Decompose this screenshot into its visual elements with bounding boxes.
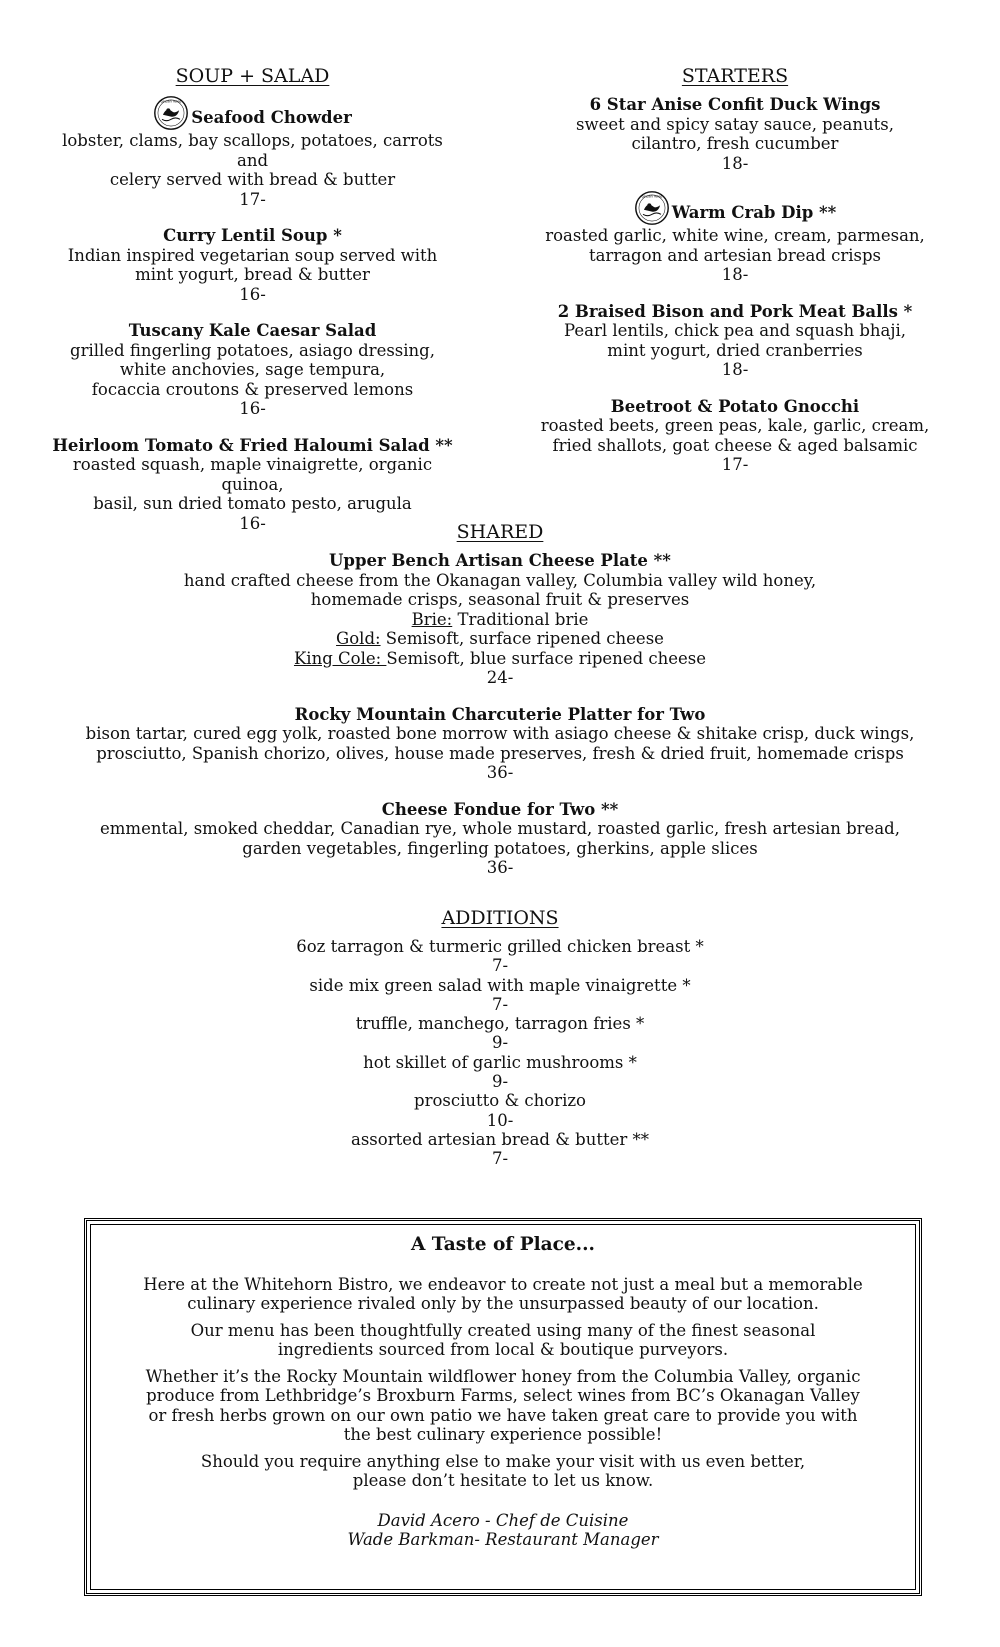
taste-paragraph (107, 1367, 899, 1445)
shared-section (40, 520, 960, 895)
item-desc-line: prosciutto, Spanish chorizo, olives, house made preserves, fresh & dried fruit, homemade crisps (96, 743, 904, 763)
taste-paragraph (107, 1452, 899, 1491)
item-price: 36- (486, 763, 514, 782)
item-desc-line: celery served with bread & butter (109, 170, 396, 189)
item-desc-line: mint yogurt, dried cranberries (607, 340, 863, 360)
cheese-text: Traditional brie (452, 609, 589, 629)
item-price: 36- (486, 858, 514, 877)
addition-name: side mix green salad with maple vinaigrette * (309, 975, 691, 995)
menu-item-charcuterie (40, 705, 960, 783)
item-desc-line: emmental, smoked cheddar, Canadian rye, whole mustard, roasted garlic, fresh artesian bread, (100, 819, 900, 838)
soup-salad-section (50, 64, 455, 550)
addition-price: 10- (486, 1110, 514, 1130)
menu-item-heirloom-tomato (50, 436, 455, 534)
cheese-king-cole (40, 649, 960, 669)
menu-item-seafood-chowder (50, 95, 455, 209)
item-desc-line: focaccia croutons & preserved lemons (91, 379, 414, 399)
item-price: 18- (721, 360, 749, 379)
taste-line: Should you require anything else to make your visit with us even better, (200, 1451, 806, 1471)
section-title-starters: STARTERS (681, 65, 789, 87)
item-price: 17- (721, 455, 749, 474)
addition-name: prosciutto & chorizo (414, 1091, 586, 1111)
item-desc-line: cilantro, fresh cucumber (631, 134, 839, 153)
item-name: 2 Braised Bison and Pork Meat Balls * (557, 301, 913, 321)
cheese-gold (40, 629, 960, 649)
ocean-wise-logo-icon (634, 190, 670, 226)
item-price: 17- (239, 189, 266, 209)
addition-name: assorted artesian bread & butter ** (350, 1129, 649, 1149)
ocean-wise-logo-text: ocean wise (641, 194, 663, 199)
menu-item-warm-crab-dip (525, 190, 945, 285)
item-desc-line: roasted garlic, white wine, cream, parmesan, (545, 226, 925, 245)
item-desc-line: grilled fingerling potatoes, asiago dressing, (70, 340, 435, 360)
item-name: Rocky Mountain Charcuterie Platter for Two (294, 704, 706, 724)
addition-name: truffle, manchego, tarragon fries * (355, 1014, 645, 1034)
cheese-label: King Cole: (293, 648, 387, 668)
item-desc-line: Indian inspired vegetarian soup served with (67, 245, 438, 265)
addition-price: 7- (491, 956, 509, 976)
taste-of-place-box (84, 1218, 922, 1596)
addition-price: 9- (491, 1072, 509, 1092)
taste-of-place-title: A Taste of Place... (411, 1234, 595, 1255)
item-desc-line: sweet and spicy satay sauce, peanuts, (576, 114, 894, 134)
menu-item-cheese-plate (40, 551, 960, 688)
item-price: 18- (721, 265, 749, 284)
item-name: Beetroot & Potato Gnocchi (610, 396, 860, 416)
item-desc-line: tarragon and artesian bread crisps (588, 245, 882, 265)
addition-price: 7- (491, 1149, 509, 1169)
item-name: Seafood Chowder (191, 108, 352, 127)
taste-line: produce from Lethbridge’s Broxburn Farms, select wines from BC’s Okanagan Valley (146, 1386, 860, 1405)
item-name: Heirloom Tomato & Fried Haloumi Salad ** (52, 435, 453, 455)
item-price: 18- (721, 153, 749, 173)
signature-manager: Wade Barkman- Restaurant Manager (347, 1530, 659, 1549)
taste-paragraph (107, 1275, 899, 1314)
item-desc-line: Pearl lentils, chick pea and squash bhaji, (564, 321, 906, 340)
item-desc-line: mint yogurt, bread & butter (135, 265, 370, 284)
item-price: 16- (239, 399, 266, 418)
item-price: 24- (486, 668, 514, 687)
taste-line: ingredients sourced from local & boutique purveyors. (277, 1340, 729, 1359)
menu-item-duck-wings (525, 95, 945, 173)
item-desc-line: homemade crisps, seasonal fruit & preserves (310, 590, 690, 609)
section-title-additions: ADDITIONS (441, 907, 559, 929)
item-desc-line: lobster, clams, bay scallops, potatoes, carrots and (62, 131, 443, 170)
signature-chef: David Acero - Chef de Cuisine (377, 1510, 629, 1530)
taste-line: Whether it’s the Rocky Mountain wildflower honey from the Columbia Valley, organic (145, 1366, 861, 1386)
item-desc-line: white anchovies, sage tempura, (119, 360, 386, 379)
taste-paragraph (107, 1321, 899, 1360)
taste-line: the best culinary experience possible! (343, 1425, 663, 1444)
taste-line: Our menu has been thoughtfully created using many of the finest seasonal (190, 1320, 816, 1340)
addition-price: 9- (491, 1033, 509, 1053)
addition-name: 6oz tarragon & turmeric grilled chicken breast * (296, 937, 704, 956)
item-name: 6 Star Anise Confit Duck Wings (589, 95, 881, 114)
additions-section (40, 906, 960, 1186)
addition-price: 7- (491, 994, 509, 1014)
menu-item-meat-balls (525, 302, 945, 380)
cheese-text: Semisoft, blue surface ripened cheese (386, 648, 707, 668)
starters-section (525, 64, 945, 492)
item-desc-line: roasted squash, maple vinaigrette, organic quinoa, (72, 455, 433, 494)
ocean-wise-logo-icon (153, 95, 189, 131)
cheese-text: Semisoft, surface ripened cheese (380, 629, 664, 648)
addition-name: hot skillet of garlic mushrooms * (363, 1052, 637, 1072)
section-title-soup-salad: SOUP + SALAD (175, 65, 330, 87)
menu-item-fondue (40, 800, 960, 878)
item-name: Tuscany Kale Caesar Salad (128, 321, 377, 340)
item-name: Upper Bench Artisan Cheese Plate ** (329, 551, 671, 570)
ocean-wise-logo-text: ocean wise (160, 99, 182, 104)
cheese-label: Gold: (336, 629, 381, 648)
item-name: Curry Lentil Soup * (163, 226, 342, 245)
item-desc-line: garden vegetables, fingerling potatoes, gherkins, apple slices (242, 838, 758, 858)
taste-line: or fresh herbs grown on our own patio we have taken great care to provide you with (148, 1405, 858, 1425)
item-desc-line: bison tartar, cured egg yolk, roasted bone morrow with asiago cheese & shitake crisp, duck wings, (85, 724, 915, 743)
item-price: 16- (239, 513, 266, 533)
taste-line: Here at the Whitehorn Bistro, we endeavor to create not just a meal but a memorable (143, 1274, 863, 1294)
cheese-label: Brie: (411, 609, 453, 629)
menu-item-kale-caesar (50, 321, 455, 419)
taste-line: culinary experience rivaled only by the unsurpassed beauty of our location. (187, 1294, 819, 1313)
menu-item-gnocchi (525, 397, 945, 475)
menu-item-curry-lentil-soup (50, 226, 455, 304)
taste-of-place-content (107, 1235, 899, 1550)
item-name: Cheese Fondue for Two ** (381, 799, 619, 819)
signatures (107, 1511, 899, 1550)
taste-line: please don’t hesitate to let us know. (352, 1471, 654, 1490)
item-price: 16- (239, 284, 266, 304)
item-name: Warm Crab Dip ** (671, 203, 837, 222)
section-title-shared: SHARED (456, 521, 544, 543)
item-desc-line: roasted beets, green peas, kale, garlic, cream, (540, 416, 930, 435)
item-desc-line: basil, sun dried tomato pesto, arugula (93, 494, 412, 513)
item-desc-line: fried shallots, goat cheese & aged balsamic (552, 435, 918, 455)
item-desc-line: hand crafted cheese from the Okanagan valley, Columbia valley wild honey, (183, 570, 817, 590)
cheese-brie (40, 610, 960, 630)
additions-list (40, 937, 960, 1169)
